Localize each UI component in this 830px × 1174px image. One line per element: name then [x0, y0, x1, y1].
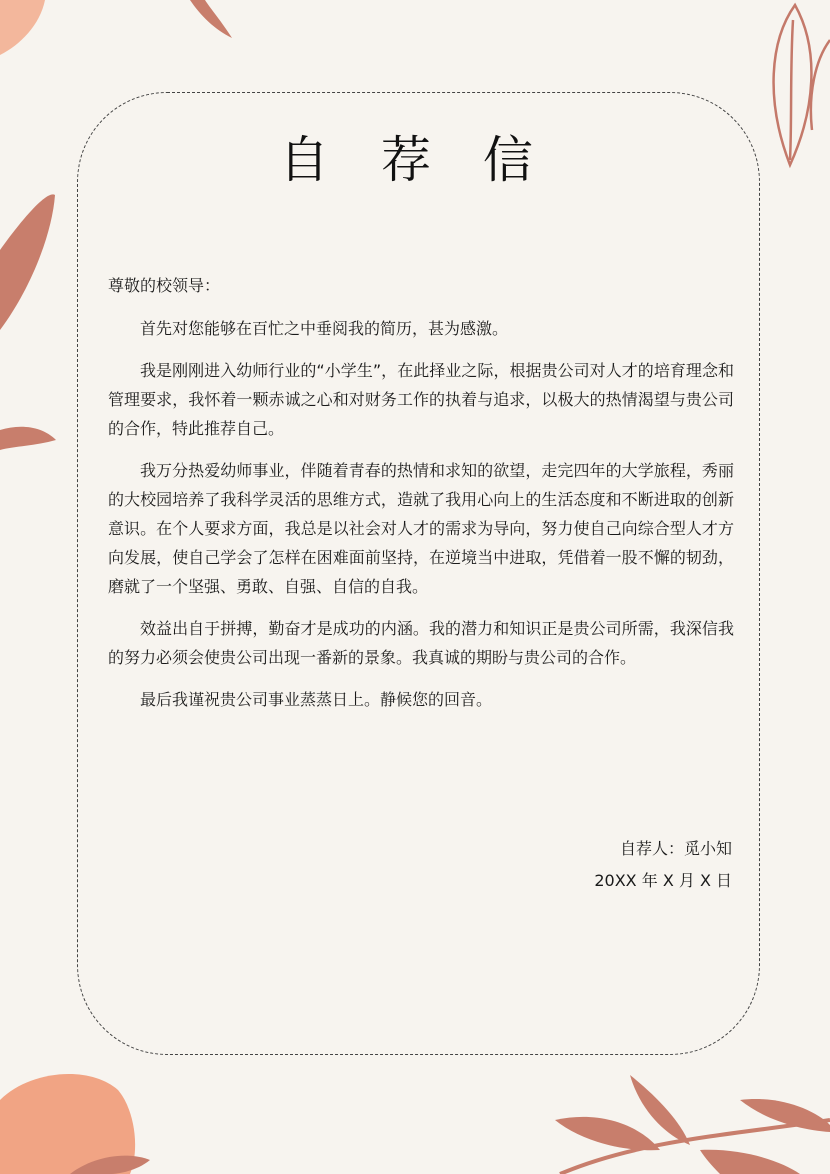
- paragraph-1: 首先对您能够在百忙之中垂阅我的简历，甚为感激。: [140, 319, 509, 338]
- branch-bottom-right: [555, 1075, 830, 1174]
- paragraph-3: 我万分热爱幼师事业，伴随着青春的热情和求知的欲望，走完四年的大学旅程，秀丽的大校园培养了我科学灵活的思维方式，造就了我用心向上的生活态度和不断进取的创新意识。在个人要求方面，我总是以社会对人才的需求为导向，努力使自己向综合型人才方向发展，使自己学会了怎样在困难面前坚持，在逆境当中进取，凭借着一股不懈的韧劲，磨就了一个坚强、勇敢、自强、自信的自我。: [108, 461, 734, 596]
- peach-blob-top-left: [0, 0, 45, 55]
- salutation: 尊敬的校领导：: [108, 276, 221, 295]
- letter-body: [108, 271, 734, 727]
- leaf-left-large: [0, 194, 55, 330]
- signature-date: 20XX 年 X 月 X 日: [594, 871, 732, 890]
- paragraph-2: 我是刚刚进入幼师行业的“小学生”，在此择业之际，根据贵公司对人才的培育理念和管理要求，我怀着一颗赤诚之心和对财务工作的执着与追求，以极大的热情渴望与贵公司的合作，特此推荐自己。: [108, 361, 734, 438]
- leaf-left-small: [0, 427, 56, 450]
- signature-name: 自荐人：觅小知: [619, 839, 732, 858]
- leaf-top-1: [190, 0, 232, 38]
- paragraph-5: 最后我谨祝贵公司事业蒸蒸日上。静候您的回音。: [140, 690, 493, 709]
- page-title: 自 荐 信: [279, 131, 551, 189]
- paragraph-4: 效益出自于拼搏，勤奋才是成功的内涵。我的潜力和知识正是贵公司所需，我深信我的努力必须会使贵公司出现一番新的景象。我真诚的期盼与贵公司的合作。: [108, 619, 734, 667]
